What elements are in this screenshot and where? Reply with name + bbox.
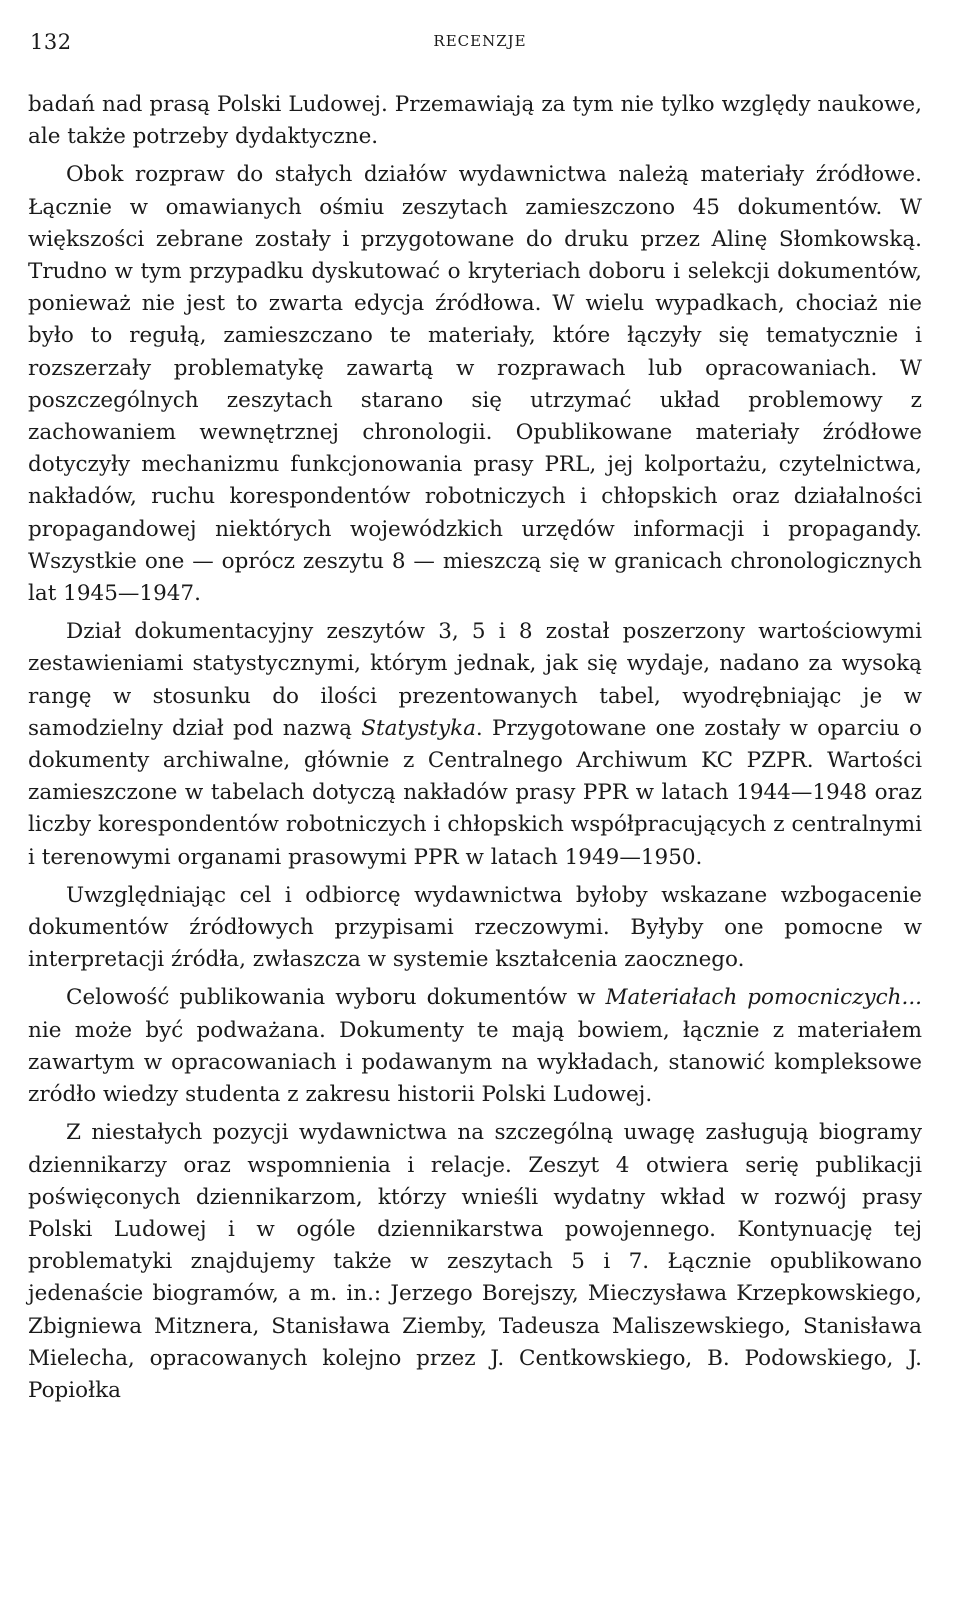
page-number: 132 (30, 30, 72, 54)
page-header (30, 30, 930, 60)
paragraph (28, 880, 922, 977)
paragraph-text: . Przygotowane one zostały w oparciu o dokumenty archiwalne, głównie z Centralnego Archiwum KC PZPR. Wartości zamieszczone w tabelach dotyczą nakładów prasy PPR w latach 1944—1948 oraz liczby korespondentów robotniczych i chłopskich współpracujących z centralnymi i terenowymi organami prasowymi PPR w latach 1949—1950. (28, 715, 922, 870)
italic-title: Materiałach pomocniczych... (605, 985, 922, 1011)
paragraph-text: Dział dokumentacyjny zeszytów 3, 5 i 8 został poszerzony wartościowymi zestawieniami statystycznymi, którym jednak, jak się wydaje, nadano za wysoką rangę w stosunku do ilości prezentowanych tabel, wyodrębniając je w samodzielny dział pod nazwą (28, 619, 922, 741)
paragraph-text: Obok rozpraw do stałych działów wydawnictwa należą materiały źródłowe. Łącznie w omawianych ośmiu zeszytach zamieszczono 45 dokumentów. W większości zebrane zostały i przygotowane do druku przez Alinę Słomkowską. Trudno w tym przypadku dyskutować o kryteriach doboru i selekcji dokumentów, ponieważ nie jest to zwarta edycja źródłowa. W wielu wypadkach, chociaż nie było to regułą, zamieszczano te materiały, które łączyły się tematycznie i rozszerzały problematykę zawartą w rozprawach lub opracowaniach. W poszczególnych zeszytach starano się utrzymać układ problemowy z zachowaniem wewnętrznej chronologii. Opublikowane materiały źródłowe dotyczyły mechanizmu funkcjonowania prasy PRL, jej kolportażu, czytelnictwa, nakładów, ruchu korespondentów robotniczych i chłopskich oraz działalności propagandowej niektórych wojewódzkich urzędów informacji i propagandy. Wszystkie one — oprócz zeszytu 8 — mieszczą się w granicach chronologicznych lat 1945—1947. (28, 162, 922, 607)
body-text (28, 89, 922, 1407)
paragraph-text: Uwzględniając cel i odbiorcę wydawnictwa byłoby wskazane wzbogacenie dokumentów źródłowych przypisami rzeczowymi. Byłyby one pomocne w interpretacji źródła, zwłaszcza w systemie kształcenia zaocznego. (28, 882, 922, 973)
paragraph-text: Z niestałych pozycji wydawnictwa na szczególną uwagę zasługują biogramy dziennikarzy oraz wspomnienia i relacje. Zeszyt 4 otwiera serię publikacji poświęconych dziennikarzom, którzy wnieśli wydatny wkład w rozwój prasy Polski Ludowej i w ogóle dziennikarstwa powojennego. Kontynuację tej problematyki znajdujemy także w zeszytach 5 i 7. Łącznie opublikowano jedenaście biogramów, a m. in.: Jerzego Borejszy, Mieczysława Krzepkowskiego, Zbigniewa Mitznera, Stanisława Ziemby, Tadeusza Maliszewskiego, Stanisława Mielecha, opracowanych kolejno przez J. Centkowskiego, B. Podowskiego, J. Popiołka (28, 1120, 922, 1403)
paragraph (28, 616, 922, 874)
paragraph (28, 89, 922, 153)
running-head: RECENZJE (433, 32, 527, 50)
paragraph (28, 982, 922, 1111)
paragraph (28, 159, 922, 610)
paragraph-text: badań nad prasą Polski Ludowej. Przemawiają za tym nie tylko względy naukowe, ale także potrzeby dydaktyczne. (28, 92, 922, 150)
italic-title: Statystyka (361, 715, 476, 741)
paragraph (28, 1117, 922, 1407)
paragraph-text: Celowość publikowania wyboru dokumentów w (66, 985, 606, 1011)
paragraph-text: nie może być podważana. Dokumenty te mają bowiem, łącznie z materiałem zawartym w opracowaniach i podawanym na wykładach, stanowić kompleksowe zródło wiedzy studenta z zakresu historii Polski Ludowej. (28, 1017, 922, 1108)
